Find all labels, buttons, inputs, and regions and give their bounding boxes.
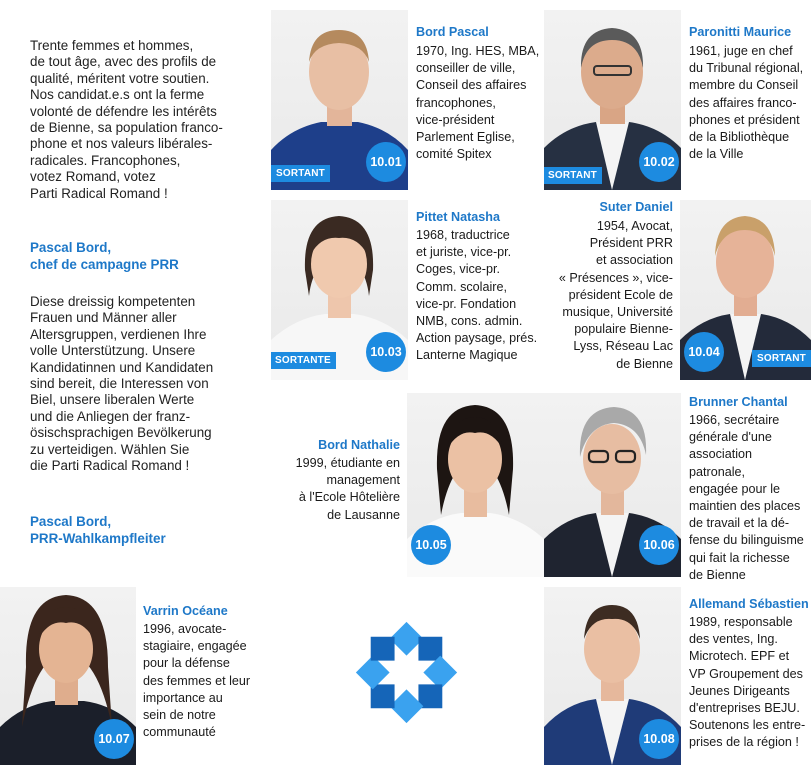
candidate-bio (689, 614, 811, 752)
bio-line: Conseil des affaires (416, 78, 527, 93)
bio-line: du Tribunal régional, (689, 61, 804, 76)
bio-line: de Bienne (689, 567, 746, 582)
bio-line: et association (595, 253, 673, 268)
bio-line: de Bienne (616, 356, 673, 371)
bio-line: conseiller de ville, (416, 61, 516, 76)
candidate-bio (416, 43, 546, 163)
bio-line: 1966, secrétaire (689, 413, 780, 427)
intro-line: Parti Radical Romand ! (30, 185, 168, 201)
candidate-bio (689, 412, 811, 584)
candidate-name: Pittet Natasha (416, 210, 500, 224)
bio-line: VP Groupement des (689, 666, 803, 681)
intro-line: Nos candidat.e.s ont la ferme (30, 87, 205, 103)
candidate-photo (680, 200, 811, 380)
candidate-photo (544, 393, 681, 577)
bio-line: qui fait la richesse (689, 550, 790, 565)
bio-line: vice-pr. Fondation (416, 296, 517, 311)
bio-line: 1961, juge en chef (689, 44, 793, 58)
bio-line: de la Bibliothèque (689, 130, 790, 145)
candidate-number: 10.01 (366, 142, 406, 182)
bio-line: Comm. scolaire, (416, 279, 507, 294)
bio-line: générale d'une (689, 430, 772, 445)
bio-line: 1996, avocate- (143, 622, 227, 636)
bio-line: comité Spitex (416, 147, 492, 162)
candidate-name: Bord Pascal (416, 25, 489, 39)
bio-line: association patronale, (689, 447, 753, 479)
bio-line: et juriste, vice-pr. (416, 245, 512, 260)
outgoing-badge: SORTANT (752, 350, 811, 367)
party-logo-icon (339, 605, 474, 740)
intro-line: Kandidatinnen und Kandidaten (30, 359, 214, 375)
intro-line: Frauen und Männer aller (30, 310, 177, 326)
intro-german (30, 294, 230, 474)
intro-line: Altersgruppen, verdienen Ihre (30, 326, 207, 342)
outgoing-badge: SORTANT (544, 167, 602, 184)
bio-line: NMB, cons. admin. (416, 314, 523, 329)
bio-line: Coges, vice-pr. (416, 262, 500, 277)
candidate-bio (689, 43, 809, 163)
intro-french (30, 38, 230, 202)
bio-line: président Ecole de (568, 287, 673, 302)
candidate-number: 10.04 (684, 332, 724, 372)
bio-line: Président PRR (589, 236, 673, 251)
signature-line: Pascal Bord, (30, 514, 112, 529)
intro-line: zu verteidigen. Wählen Sie (30, 441, 190, 457)
bio-line: de la Ville (689, 147, 744, 162)
bio-line: « Présences », vice- (558, 270, 673, 285)
bio-line: des femmes et leur (143, 673, 251, 688)
bio-line: pour la défense (143, 656, 230, 671)
candidate-photo (271, 200, 408, 380)
intro-line: radicales. Francophones, (30, 152, 181, 168)
bio-line: à l'Ecole Hôtelière (298, 490, 400, 505)
bio-line: de Lausanne (327, 507, 400, 522)
candidate-name: Varrin Océane (143, 604, 228, 618)
outgoing-badge: SORTANTE (271, 352, 336, 369)
intro-line: qualité, méritent votre soutien. (30, 70, 210, 86)
signature-line: chef de campagne PRR (30, 257, 179, 272)
candidate-photo (407, 393, 544, 577)
intro-line: de Bienne, sa population franco- (30, 120, 223, 136)
bio-line: management (326, 473, 400, 488)
intro-line: und die Anliegen der franz- (30, 408, 191, 424)
intro-line: votez Romand, votez (30, 169, 156, 185)
bio-line: 1954, Avocat, (596, 219, 673, 233)
bio-line: 1970, Ing. HES, MBA, (416, 44, 540, 58)
candidate-bio (548, 218, 673, 373)
bio-line: musique, Université (562, 305, 673, 320)
intro-line: sind bereit, die Interessen von (30, 376, 209, 392)
candidate-name: Brunner Chantal (689, 395, 788, 409)
intro-line: phone et nos valeurs libérales- (30, 136, 213, 152)
bio-line: prises de la région ! (689, 735, 799, 750)
candidate-name: Suter Daniel (599, 200, 673, 214)
intro-line: Trente femmes et hommes, (30, 38, 194, 53)
bio-line: Microtech. EPF et (689, 649, 790, 664)
candidate-photo (544, 10, 681, 190)
signature-line: PRR-Wahlkampfleiter (30, 531, 166, 546)
bio-line: Parlement Eglise, (416, 130, 515, 145)
bio-line: phones et président (689, 112, 800, 127)
bio-line: Action paysage, prés. (416, 331, 538, 346)
signature-line: Pascal Bord, (30, 240, 112, 255)
intro-line: ösischsprachigen Bevölkerung (30, 425, 212, 441)
bio-line: maintien des places (689, 499, 801, 514)
intro-line: volonté de défendre les intérêts (30, 103, 217, 119)
bio-line: communauté (143, 725, 216, 740)
bio-line: Lyss, Réseau Lac (573, 339, 673, 354)
bio-line: Jeunes Dirigeants (689, 683, 790, 698)
candidate-number: 10.06 (639, 525, 679, 565)
bio-line: de travail et la dé- (689, 516, 790, 531)
candidate-number: 10.02 (639, 142, 679, 182)
signature-german (30, 513, 230, 547)
candidate-bio (270, 455, 400, 524)
bio-line: engagée pour le (689, 481, 781, 496)
bio-line: populaire Bienne- (574, 322, 673, 337)
intro-line: Biel, unsere liberalen Werte (30, 392, 195, 408)
bio-line: francophones, (416, 95, 496, 110)
bio-line: 1989, responsable (689, 615, 793, 629)
candidate-number: 10.08 (639, 719, 679, 759)
bio-line: importance au (143, 690, 223, 705)
candidate-photo (271, 10, 408, 190)
intro-line: die Parti Radical Romand ! (30, 458, 190, 474)
candidate-number: 10.07 (94, 719, 134, 759)
bio-line: fense du bilinguisme (689, 533, 804, 548)
bio-line: sein de notre (143, 708, 216, 723)
bio-line: Soutenons les entre- (689, 718, 806, 733)
bio-line: d'entreprises BEJU. (689, 701, 800, 716)
bio-line: Lanterne Magique (416, 348, 518, 363)
signature-french (30, 239, 230, 273)
candidate-photo (0, 587, 136, 765)
candidate-number: 10.03 (366, 332, 406, 372)
bio-line: membre du Conseil (689, 78, 799, 93)
candidate-bio (143, 621, 263, 741)
bio-line: des ventes, Ing. (689, 632, 778, 647)
bio-line: 1999, étudiante en (295, 456, 400, 470)
bio-line: stagiaire, engagée (143, 639, 247, 654)
candidate-name: Bord Nathalie (318, 438, 400, 452)
candidate-number: 10.05 (411, 525, 451, 565)
candidate-name: Allemand Sébastien (689, 597, 809, 611)
outgoing-badge: SORTANT (271, 165, 330, 182)
bio-line: 1968, traductrice (416, 228, 510, 242)
intro-line: volle Unterstützung. Unsere (30, 343, 196, 359)
bio-line: vice-président (416, 112, 495, 127)
candidate-bio (416, 227, 546, 365)
bio-line: des affaires franco- (689, 95, 797, 110)
intro-line: Diese dreissig kompetenten (30, 294, 196, 309)
intro-line: de tout âge, avec des profils de (30, 54, 217, 70)
candidate-name: Paronitti Maurice (689, 25, 792, 39)
candidate-photo (544, 587, 681, 765)
